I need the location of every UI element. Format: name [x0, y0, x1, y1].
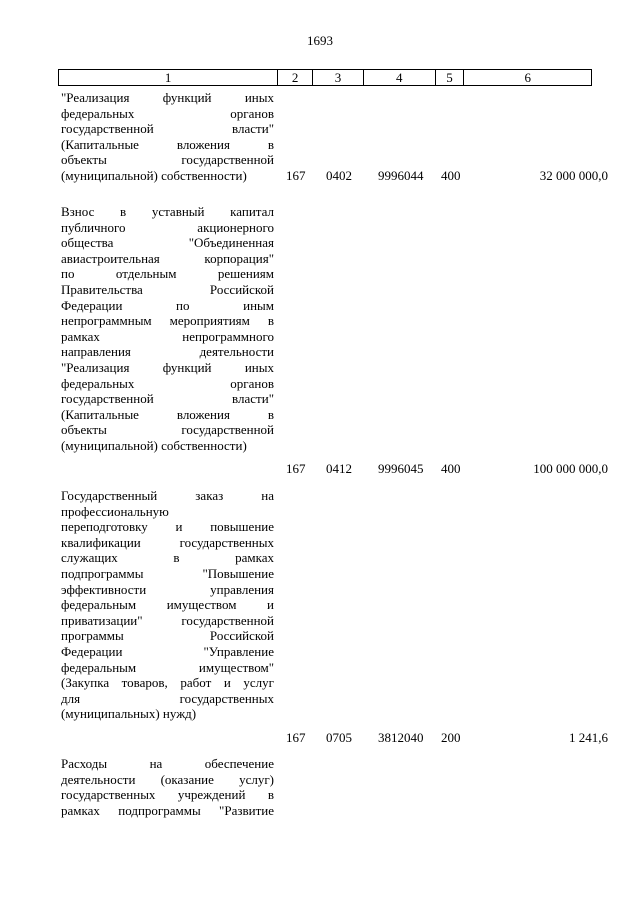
- column-header-2: 2: [278, 70, 313, 85]
- desc-line: для государственных: [61, 690, 274, 706]
- desc-line: профессиональную: [61, 503, 169, 519]
- desc-line: государственных учреждений в: [61, 787, 274, 803]
- desc-line: рамках непрограммного: [61, 328, 274, 344]
- cell-cs: 9996044: [378, 168, 424, 183]
- desc-line: Взнос в уставный капитал: [61, 204, 274, 219]
- desc-line: публичного акционерного: [61, 219, 274, 235]
- desc-line: Государственный заказ на: [61, 488, 274, 503]
- desc-line: "Реализация функций иных: [61, 359, 274, 375]
- cell-gr: 167: [286, 168, 306, 183]
- desc-line: федеральных органов: [61, 375, 274, 391]
- desc-line: приватизации" государственной: [61, 612, 274, 628]
- desc-line: федеральным имуществом": [61, 659, 274, 675]
- desc-line: программы Российской: [61, 628, 274, 644]
- cell-gr: 167: [286, 730, 306, 745]
- desc-line: федеральным имуществом и: [61, 597, 274, 613]
- cell-vr: 400: [441, 461, 461, 476]
- cell-rz: 0412: [326, 461, 352, 476]
- row-description: [61, 90, 274, 184]
- desc-line: (муниципальной) собственности): [61, 167, 247, 183]
- cell-rz: 0705: [326, 730, 352, 745]
- cell-amount: 100 000 000,0: [533, 461, 608, 476]
- cell-rz: 0402: [326, 168, 352, 183]
- desc-line: эффективности управления: [61, 581, 274, 597]
- desc-line: Расходы на обеспечение: [61, 756, 274, 771]
- desc-line: общества "Объединенная: [61, 235, 274, 251]
- desc-line: государственной власти": [61, 121, 274, 137]
- desc-line: федеральных органов: [61, 105, 274, 121]
- desc-line: подпрограммы "Повышение: [61, 565, 274, 581]
- desc-line: рамках подпрограммы "Развитие: [61, 802, 274, 818]
- row-description: [61, 756, 274, 818]
- desc-line: объекты государственной: [61, 152, 274, 168]
- desc-line: Федерации по иным: [61, 297, 274, 313]
- desc-line: авиастроительная корпорация": [61, 250, 274, 266]
- column-header-3: 3: [313, 70, 364, 85]
- desc-line: переподготовку и повышение: [61, 519, 274, 535]
- desc-line: Федерации "Управление: [61, 643, 274, 659]
- desc-line: объекты государственной: [61, 422, 274, 438]
- desc-line: (Капитальные вложения в: [61, 136, 274, 152]
- desc-line: (муниципальных) нужд): [61, 706, 197, 722]
- cell-cs: 3812040: [378, 730, 424, 745]
- column-header-1: 1: [59, 70, 278, 85]
- cell-vr: 200: [441, 730, 461, 745]
- desc-line: (Капитальные вложения в: [61, 406, 274, 422]
- row-description: [61, 488, 274, 722]
- desc-line: деятельности (оказание услуг): [61, 771, 274, 787]
- desc-line: по отдельным решениям: [61, 266, 274, 282]
- cell-vr: 400: [441, 168, 461, 183]
- table-header: [58, 69, 592, 86]
- desc-line: служащих в рамках: [61, 550, 274, 566]
- desc-line: (Закупка товаров, работ и услуг: [61, 675, 274, 691]
- desc-line: (муниципальной) собственности): [61, 437, 247, 453]
- desc-line: Правительства Российской: [61, 281, 274, 297]
- cell-amount: 32 000 000,0: [539, 168, 608, 183]
- desc-line: "Реализация функций иных: [61, 90, 274, 105]
- column-header-4: 4: [364, 70, 436, 85]
- row-description: [61, 204, 274, 454]
- cell-gr: 167: [286, 461, 306, 476]
- desc-line: квалификации государственных: [61, 534, 274, 550]
- page-number: 1693: [307, 33, 333, 48]
- desc-line: непрограммным мероприятиям в: [61, 313, 274, 329]
- cell-amount: 1 241,6: [569, 730, 608, 745]
- column-header-5: 5: [436, 70, 465, 85]
- cell-cs: 9996045: [378, 461, 424, 476]
- desc-line: направления деятельности: [61, 344, 274, 360]
- column-header-6: 6: [524, 70, 531, 85]
- desc-line: государственной власти": [61, 391, 274, 407]
